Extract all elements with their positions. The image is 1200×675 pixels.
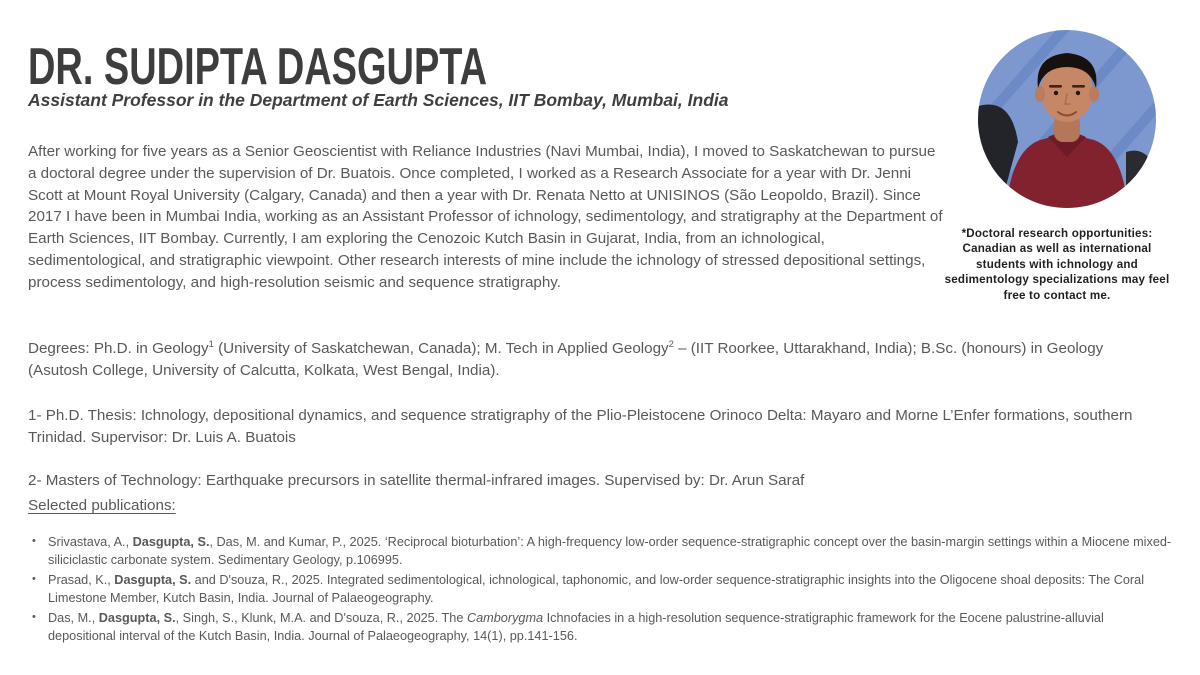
bio-paragraph: After working for five years as a Senior Geoscientist with Reliance Industries (Navi Mumbai, India), I moved to Saskatchewan to pursue a doctoral degree under the supervision of Dr. Buatois. Once completed, I worked as a Research Associate for a year with Dr. Jenni Scott at Mount Royal University (Calgary, Canada) and then a year with Dr. Renata Netto at UNISINOS (São Leopoldo, Brazil). Since 2017 I have been in Mumbai India, working as an Assistant Professor of ichnology, sedimentology, and stratigraphy at the Department of Earth Sciences, IIT Bombay. Currently, I am exploring the Cenozoic Kutch Basin in Gujarat, India, from an ichnological, sedimentological, and stratigraphic viewpoint. Other research interests of mine include the ichnology of stressed depositional settings, process sedimentology, and high-resolution seismic and sequence stratigraphy.: [28, 143, 943, 291]
publication-item: • Prasad, K., Dasgupta, S. and D'souza, R., 2025. Integrated sedimentological, ichnological, taphonomic, and low-order sequence-stratigraphic insights into the Oligocene shoal deposits: The Coral Limestone Member, Kutch Basin, India. Journal of Palaeogeography.: [28, 572, 1173, 607]
page-title-text: DR. SUDIPTA DASGUPTA: [28, 38, 488, 97]
mtech-thesis-note: 2- Masters of Technology: Earthquake precursors in satellite thermal-infrared images. Supervised by: Dr. Arun Saraf: [28, 472, 805, 490]
doctoral-opportunities-note: *Doctoral research opportunities: Canadian as well as international students with ichnology and sedimentology specializations may feel free to contact me.: [944, 227, 1170, 302]
degrees-paragraph: Degrees: Ph.D. in Geology$^1$ (University of Saskatchewan, Canada); M. Tech in Applied Geology$^2$ – (IIT Roorkee, Uttarakhand, India); B.Sc. (honours) in Geology (Asutosh College, University of Calcutta, Kolkata, West Bengal, India).: [28, 338, 1104, 379]
publications-heading: Selected publications:: [28, 497, 176, 514]
page-title: [28, 39, 657, 96]
profile-photo: [978, 30, 1156, 208]
publications-list: [28, 534, 1173, 648]
portrait-illustration: [978, 30, 1156, 208]
role-subtitle: Assistant Professor in the Department of Earth Sciences, IIT Bombay, Mumbai, India: [28, 90, 729, 110]
publication-item: • Srivastava, A., Dasgupta, S., Das, M. and Kumar, P., 2025. ‘Reciprocal bioturbation’: A high-frequency low-order sequence-stratigraphic concept over the basin-margin settings within a Miocene mixed-siliciclastic carbonate system. Sedimentary Geology, p.106995.: [28, 534, 1173, 569]
phd-thesis-note: 1- Ph.D. Thesis: Ichnology, depositional dynamics, and sequence stratigraphy of the Plio-Pleistocene Orinoco Delta: Mayaro and Morne L’Enfer formations, southern Trinidad. Supervisor: Dr. Luis A. Buatois: [28, 407, 1133, 446]
publication-item: • Das, M., Dasgupta, S., Singh, S., Klunk, M.A. and D'souza, R., 2025. The Camborygma Ichnofacies in a high-resolution sequence-stratigraphic framework for the Eocene palustrine-alluvial depositional interval of the Kutch Basin, India. Journal of Palaeogeography, 14(1), pp.141-156.: [28, 610, 1173, 645]
